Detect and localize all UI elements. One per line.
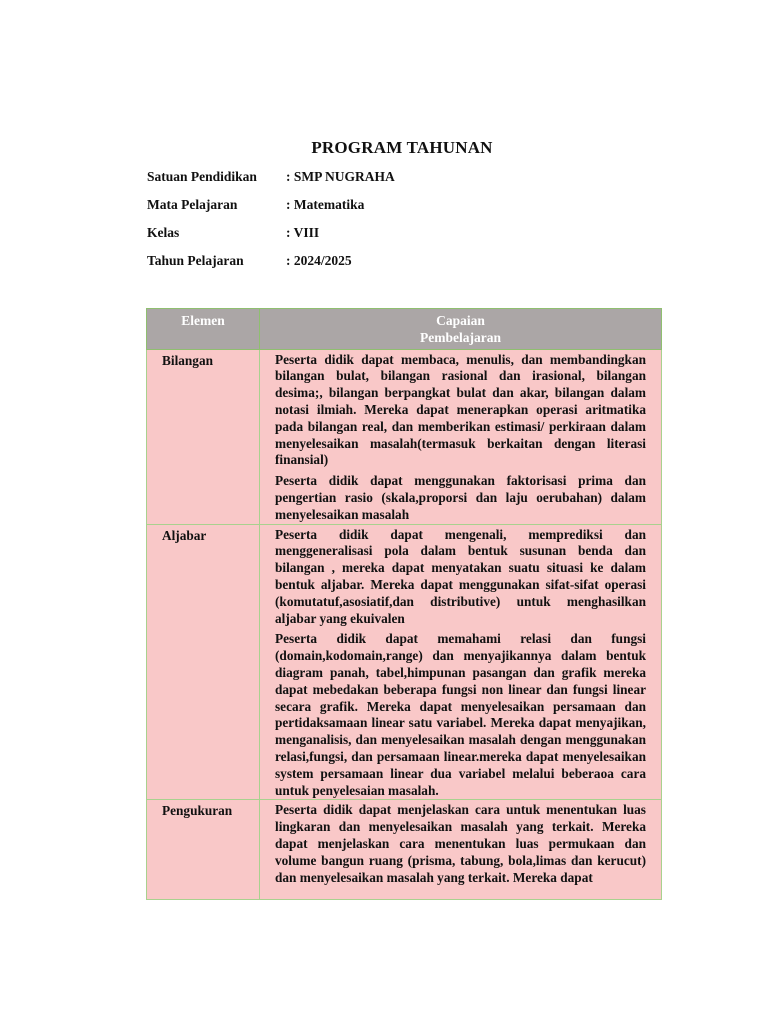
info-value: : Matematika (286, 197, 365, 212)
info-label: Mata Pelajaran (147, 197, 238, 212)
info-row-kelas (147, 224, 395, 252)
info-value: : SMP NUGRAHA (286, 169, 395, 184)
capaian-paragraph: Peserta didik dapat membaca, menulis, dan membandingkan bilangan bulat, bilangan rasional dan irasional, bilangan desima;, bilangan berpangkat bulat dan akar, bilangan dalam notasi ilmiah. Mereka dapat menerapkan operasi aritmatika pada bilangan real, dan memberikan estimasi/ perkiraan dalam menyelesaikan masalah(termasuk berkaitan dengan literasi finansial) (275, 351, 646, 468)
info-block (147, 168, 395, 280)
info-label: Satuan Pendidikan (147, 169, 257, 184)
capaian-paragraph: Peserta didik dapat menjelaskan cara untuk menentukan luas lingkaran dan menyelesaikan masalah yang terkait. Mereka dapat menjelaskan cara menentukan luas permukaan dan volume bangun ruang (prisma, tabung, bola,limas dan kerucut) dan menyelesaikan masalah yang terkait. Mereka dapat (275, 802, 646, 885)
header-capaian-line1: Capaian (436, 313, 485, 328)
table-row-aljabar (147, 524, 662, 800)
capaian-cell (260, 800, 662, 900)
header-elemen: Elemen (147, 309, 260, 350)
capaian-table (146, 308, 662, 900)
capaian-cell-clip (275, 802, 646, 898)
capaian-paragraph: Peserta didik dapat menggunakan faktorisasi prima dan pengertian rasio (skala,proporsi dan laju oerubahan) dalam menyelesaikan masalah (275, 473, 646, 522)
info-row-satuan-pendidikan (147, 168, 395, 196)
info-row-tahun-pelajaran (147, 252, 395, 280)
table-row-pengukuran (147, 800, 662, 900)
capaian-cell (260, 524, 662, 800)
document-title: PROGRAM TAHUNAN (311, 138, 493, 157)
table-row-bilangan (147, 349, 662, 524)
info-value: : VIII (286, 225, 320, 240)
capaian-paragraph: Peserta didik dapat memahami relasi dan fungsi (domain,kodomain,range) dan menyajikannya dalam bentuk diagram panah, tabel,himpunan pasangan dan grafik mereka dapat mebedakan beberapa fungsi non linear dan fungsi linear secara grafik. Mereka dapat menyelesaikan persamaan dan pertidaksamaan linear satu variabel. Mereka dapat menyajikan, menganalisis, dan menyelesaikan masalah dengan menggunakan relasi,fungsi, dan persamaan linear.mereka dapat menyelesaikan system persamaan linear dua variabel melalui beberaoa cara untuk penyelesaian masalah. (275, 631, 646, 798)
elemen-cell: Aljabar (147, 524, 260, 800)
info-value: : 2024/2025 (286, 253, 352, 268)
capaian-paragraph: Peserta didik dapat mengenali, memprediksi dan menggeneralisasi pola dalam bentuk susunan benda dan bilangan , mereka dapat menyatakan suatu situasi ke dalam bentuk aljabar. Mereka dapat menggunakan sifat-sifat operasi (komutatuf,asosiatif,dan distributive) untuk menghasilkan aljabar yang ekuivalen (275, 526, 646, 626)
header-capaian-line2: Pembelajaran (420, 329, 501, 345)
table-header-row (147, 309, 662, 350)
info-label: Tahun Pelajaran (147, 253, 244, 268)
info-row-mata-pelajaran (147, 196, 395, 224)
elemen-cell: Pengukuran (147, 800, 260, 900)
capaian-cell (260, 349, 662, 524)
elemen-cell: Bilangan (147, 349, 260, 524)
info-label: Kelas (147, 225, 180, 240)
header-capaian-pembelajaran (260, 309, 662, 350)
